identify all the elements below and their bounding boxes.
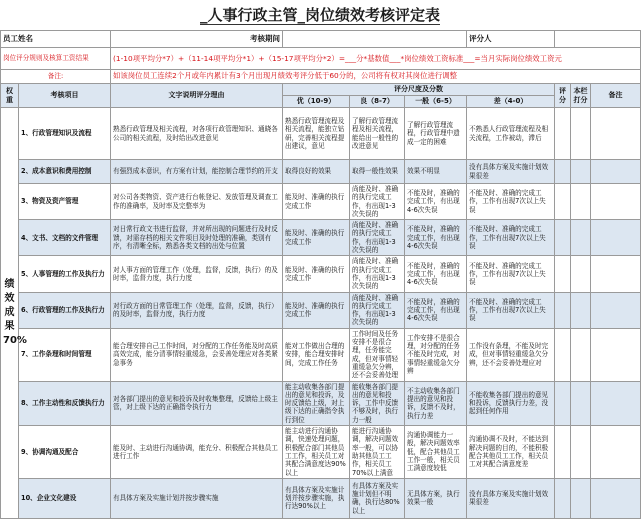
- weight-header: 权重: [1, 84, 19, 108]
- score-input[interactable]: [555, 256, 571, 292]
- evaluator-input[interactable]: [555, 31, 641, 48]
- good-cell: 尚能及时、准确的执行完成工作，有出现1-3次失误的: [350, 184, 405, 220]
- excellent-cell: 能及时、准确的执行完成工作: [283, 256, 350, 292]
- dept-score-input[interactable]: [571, 184, 591, 220]
- item-label: 4、文书、文档的文件管理: [19, 220, 111, 256]
- fair-cell: 了解行政管理流程，行政管理中遗成一定的困难: [405, 108, 467, 160]
- item-label: 3、物资及资产管理: [19, 184, 111, 220]
- poor-cell: 工作没有条理，不能及时完成，但对事情轻重缓急欠分辨，还不会妥善处理应对: [467, 328, 555, 381]
- good-cell: 取得一般性效果: [350, 160, 405, 184]
- fair-cell: 效果不明显: [405, 160, 467, 184]
- item-label: 9、协调沟通及配合: [19, 426, 111, 479]
- good-cell: 了解行政管理流程及相关流程，能给出一般性的改进意见: [350, 108, 405, 160]
- note-label: 备注:: [1, 70, 111, 84]
- remark-input[interactable]: [591, 160, 641, 184]
- poor-cell: 不能收集各部门提出的意见和投诉，反馈执行力差，没起到任何作用: [467, 381, 555, 425]
- evaluation-table: [0, 30, 641, 519]
- excellent-header: 优（10-9）: [283, 96, 350, 108]
- scale-header: 评分尺度及分数: [283, 84, 555, 96]
- dept-score-input[interactable]: [571, 292, 591, 328]
- remark-input[interactable]: [591, 381, 641, 425]
- score-input[interactable]: [555, 184, 571, 220]
- dept-score-input[interactable]: [571, 381, 591, 425]
- item-desc: 有强烈成本意识，有方案有计划，能控制合理节约的开支: [111, 160, 283, 184]
- item-desc: 熟悉行政管理及相关流程，对各项行政管理知识、通晓各公司的相关流程，及时给出改进意见: [111, 108, 283, 160]
- period-input[interactable]: [283, 31, 467, 48]
- evaluator-label: 评分人: [467, 31, 555, 48]
- item-desc: 对日常行政文书进行监督，并对所出现的问题进行及时反馈，对需存档的相关文件项目及时处理的准确，类别有序，有清晰全标，熟悉各类文档的出处与位置: [111, 220, 283, 256]
- dept-score-input[interactable]: [571, 426, 591, 479]
- score-header: 评分: [555, 84, 571, 108]
- poor-cell: 没有具体方案及实施计划效果很差: [467, 478, 555, 518]
- remark-input[interactable]: [591, 478, 641, 518]
- good-cell: 尚能及时、准确的执行完成工作，有出现1-3次失误的: [350, 220, 405, 256]
- rules-formula: (1-10项平均分*7）+（11-14项平均分*1）+（15-17项平均分*2）=___分*基数值___*岗位绩效工资标准___=当月实际岗位绩效工资元: [111, 48, 641, 70]
- poor-cell: 没有具体方案及实施计划效果很差: [467, 160, 555, 184]
- score-input[interactable]: [555, 160, 571, 184]
- item-label: 10、企业文化建设: [19, 478, 111, 518]
- item-label: 7、工作条理和时间管理: [19, 328, 111, 381]
- poor-cell: 不能及时、准确的完成工作，工作有出现7次以上失误: [467, 184, 555, 220]
- good-cell: 尚能及时、准确的执行完成工作，有出现1-3次失误的: [350, 292, 405, 328]
- dept-score-header: 本栏打分: [571, 84, 591, 108]
- score-input[interactable]: [555, 220, 571, 256]
- good-cell: 能收集各部门提出的意见和投诉，工作中反馈不够及时，执行力一般: [350, 381, 405, 425]
- desc-header: 文字说明评分理由: [111, 84, 283, 108]
- score-input[interactable]: [555, 328, 571, 381]
- fair-cell: 不能及时，准确的完成工作，有出现4-6次失误: [405, 292, 467, 328]
- good-cell: 有具体方案及实施计划但不明确，执行达80%以上: [350, 478, 405, 518]
- remark-input[interactable]: [591, 220, 641, 256]
- poor-cell: 不能及时、准确的完成工作，工作有出现7次以上失误: [467, 292, 555, 328]
- fair-header: 一般（6-5）: [405, 96, 467, 108]
- remark-header: 备注: [591, 84, 641, 108]
- item-desc: 对公司各类物资、资产进行台帐登记、发放管理及调查工作的准确率，及时率及完整率为: [111, 184, 283, 220]
- note-text: 如该岗位员工连续2个月或年内累计有3个月出现月绩效考评分低于60分的，公司将有权对其岗位进行调整: [111, 70, 641, 84]
- fair-cell: 不能及时，准确的完成工作，有出现4-6次失误: [405, 256, 467, 292]
- period-label: 考核期间: [111, 31, 283, 48]
- good-cell: 工作时间及任务安排不是很合理，任务能完成，但对事情轻重缓急欠分辨，还不会妥善处理: [350, 328, 405, 381]
- employee-name-label: 员工姓名: [1, 31, 111, 48]
- item-desc: 能合理安排自己工作时间，对分配的工作任务能及时高质高效完成，能分清事情轻重缓急，会妥善处理应对各类紧急事务: [111, 328, 283, 381]
- good-cell: 尚能及时、准确的执行完成工作，有出现1-3次失误的: [350, 256, 405, 292]
- excellent-cell: 取得良好的效果: [283, 160, 350, 184]
- excellent-cell: 能及时、准确的执行完成工作: [283, 292, 350, 328]
- remark-input[interactable]: [591, 328, 641, 381]
- poor-cell: 不能及时、准确的完成工作，工作有出现7次以上失误: [467, 220, 555, 256]
- poor-cell: 不熟悉人行政管理流程及相关流程，工作被动，滞后: [467, 108, 555, 160]
- item-desc: 能及时、主动进行沟通协调，能充分、积极配合其他员工进行工作: [111, 426, 283, 479]
- weight-block: 绩效成果70%: [1, 108, 19, 519]
- item-desc: 对各部门提出的意见和投诉及时收集整理，反馈给上级主管，对上级下达的正确指令执行力: [111, 381, 283, 425]
- item-desc: 对行政方面的日常管理工作（处理，监督，反馈，执行）的及时率，监督力度，执行力度: [111, 292, 283, 328]
- fair-cell: 沟通协调能力一般，解决问题效率低，配合其他员工工作一般，相关员工满意度较低: [405, 426, 467, 479]
- excellent-cell: 熟悉行政管理流程及相关流程，能独立钻研，完善相关流程提出建议，意见: [283, 108, 350, 160]
- fair-cell: 不能及时，准确的完成工作，有出现4-6次失误: [405, 220, 467, 256]
- score-input[interactable]: [555, 381, 571, 425]
- fair-cell: 无具体方案，执行效果一般: [405, 478, 467, 518]
- remark-input[interactable]: [591, 426, 641, 479]
- item-desc: 有具体方案及实施计划并按步骤实施: [111, 478, 283, 518]
- good-cell: 能进行沟通协调，解决问题效率一般，可以协助其他员工工作，相关员工70%以上满意: [350, 426, 405, 479]
- score-input[interactable]: [555, 478, 571, 518]
- excellent-cell: 能及时、准确的执行完成工作: [283, 184, 350, 220]
- excellent-cell: 能主动进行沟通协调，快速处理问题，积极配合部门其他员工工作，相关员工对其配合满意度达90%以上: [283, 426, 350, 479]
- good-header: 良（8-7）: [350, 96, 405, 108]
- excellent-cell: 有具体方案及实施计划并按步骤实施，执行达90%以上: [283, 478, 350, 518]
- remark-input[interactable]: [591, 184, 641, 220]
- item-header: 考核项目: [19, 84, 111, 108]
- item-label: 2、成本意识和费用控制: [19, 160, 111, 184]
- item-label: 8、工作主动性和反馈执行力: [19, 381, 111, 425]
- item-desc: 对人事方面的管理工作（处理，监督，反馈，执行）的及时率，监督力度，执行力度: [111, 256, 283, 292]
- dept-score-input[interactable]: [571, 160, 591, 184]
- dept-score-input[interactable]: [571, 478, 591, 518]
- item-label: 1、行政管理知识及流程: [19, 108, 111, 160]
- item-label: 6、行政管理的工作及执行力: [19, 292, 111, 328]
- dept-score-input[interactable]: [571, 328, 591, 381]
- score-input[interactable]: [555, 108, 571, 160]
- item-label: 5、人事管理的工作及执行力: [19, 256, 111, 292]
- remark-input[interactable]: [591, 292, 641, 328]
- dept-score-input[interactable]: [571, 220, 591, 256]
- fair-cell: 不能及时，准确的完成工作，有出现4-6次失误: [405, 184, 467, 220]
- excellent-cell: 能主动收集各部门提出的意见和投诉，及时反馈给上级，对上级下达的正确指令执行到位: [283, 381, 350, 425]
- remark-input[interactable]: [591, 108, 641, 160]
- fair-cell: 工作安排不是很合理，对分配的任务不能及时完成，对事情轻重缓急欠分辨: [405, 328, 467, 381]
- remark-input[interactable]: [591, 256, 641, 292]
- poor-header: 差（4-0）: [467, 96, 555, 108]
- poor-cell: 沟通协调不及时，不能达到解决问题的目的，不能积极配合其他员工工作，相关员工对其配合满意度差: [467, 426, 555, 479]
- score-input[interactable]: [555, 426, 571, 479]
- sheet-title: _人事行政主管_岗位绩效考核评定表: [199, 6, 440, 24]
- rules-label: 岗位评分规则及核算工资结果: [1, 48, 111, 70]
- dept-score-input[interactable]: [571, 256, 591, 292]
- fair-cell: 不主动收集各部门提出的意见和投诉，反馈不及时，执行力差: [405, 381, 467, 425]
- poor-cell: 不能及时、准确的完成工作，工作有出现7次以上失误: [467, 256, 555, 292]
- excellent-cell: 能及时、准确的执行完成工作: [283, 220, 350, 256]
- score-input[interactable]: [555, 292, 571, 328]
- dept-score-input[interactable]: [571, 108, 591, 160]
- excellent-cell: 能对工作做出合理的安排，能合理安排时间，完成工作任务: [283, 328, 350, 381]
